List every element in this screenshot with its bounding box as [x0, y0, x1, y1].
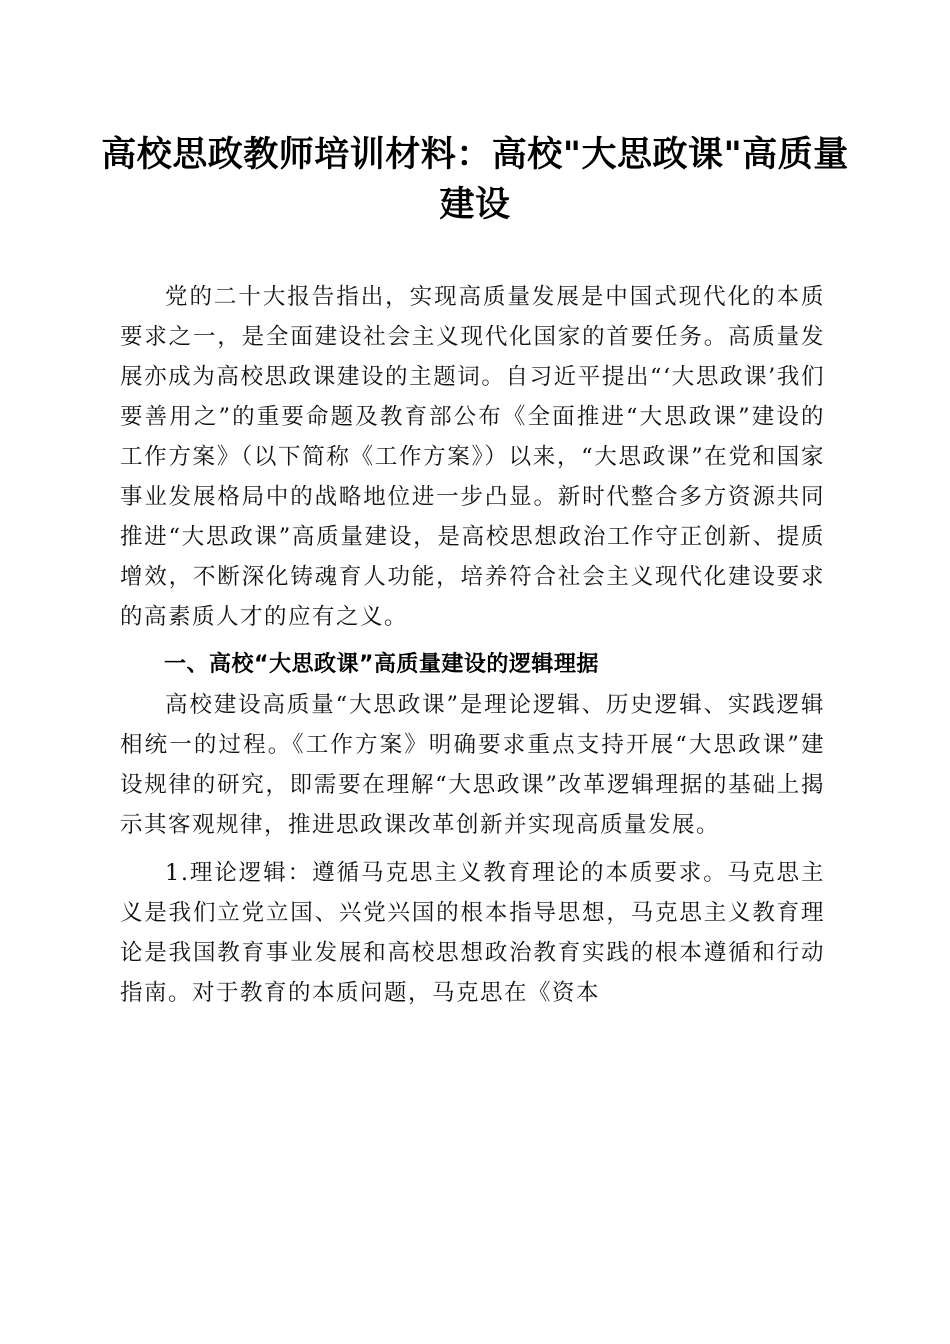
section-paragraph: 高校建设高质量“大思政课”是理论逻辑、历史逻辑、实践逻辑相统一的过程。《工作方案》明确要求重点支持开展“大思政课”建设规律的研究，即需要在理解“大思政课”改革逻辑理据的基础上揭示其客观规律，推进思政课改革创新并实现高质量发展。 [120, 692, 825, 838]
document-title: 高校思政教师培训材料：高校"大思政课"高质量建设 [101, 134, 849, 225]
section-heading: 一、高校“大思政课”高质量建设的逻辑理据 [164, 652, 599, 677]
document-body [120, 277, 825, 1013]
intro-paragraph: 党的二十大报告指出，实现高质量发展是中国式现代化的本质要求之一，是全面建设社会主义现代化国家的首要任务。高质量发展亦成为高校思政课建设的主题词。自习近平提出“‘大思政课’我们要善用之”的重要命题及教育部公布《全面推进“大思政课”建设的工作方案》（以下简称《工作方案》）以来，“大思政课”在党和国家事业发展格局中的战略地位进一步凸显。新时代整合多方资源共同推进“大思政课”高质量建设，是高校思想政治工作守正创新、提质增效，不断深化铸魂育人功能，培养符合社会主义现代化建设要求的高素质人才的应有之义。 [120, 284, 825, 630]
paragraph-spacer [120, 637, 825, 645]
subsection-paragraph: 1.理论逻辑：遵循马克思主义教育理论的本质要求。马克思主义是我们立党立国、兴党兴国的根本指导思想，马克思主义教育理论是我国教育事业发展和高校思想政治教育实践的根本遵循和行动指南。对于教育的本质问题，马克思在《资本 [120, 860, 825, 1006]
paragraph-spacer [120, 845, 825, 853]
